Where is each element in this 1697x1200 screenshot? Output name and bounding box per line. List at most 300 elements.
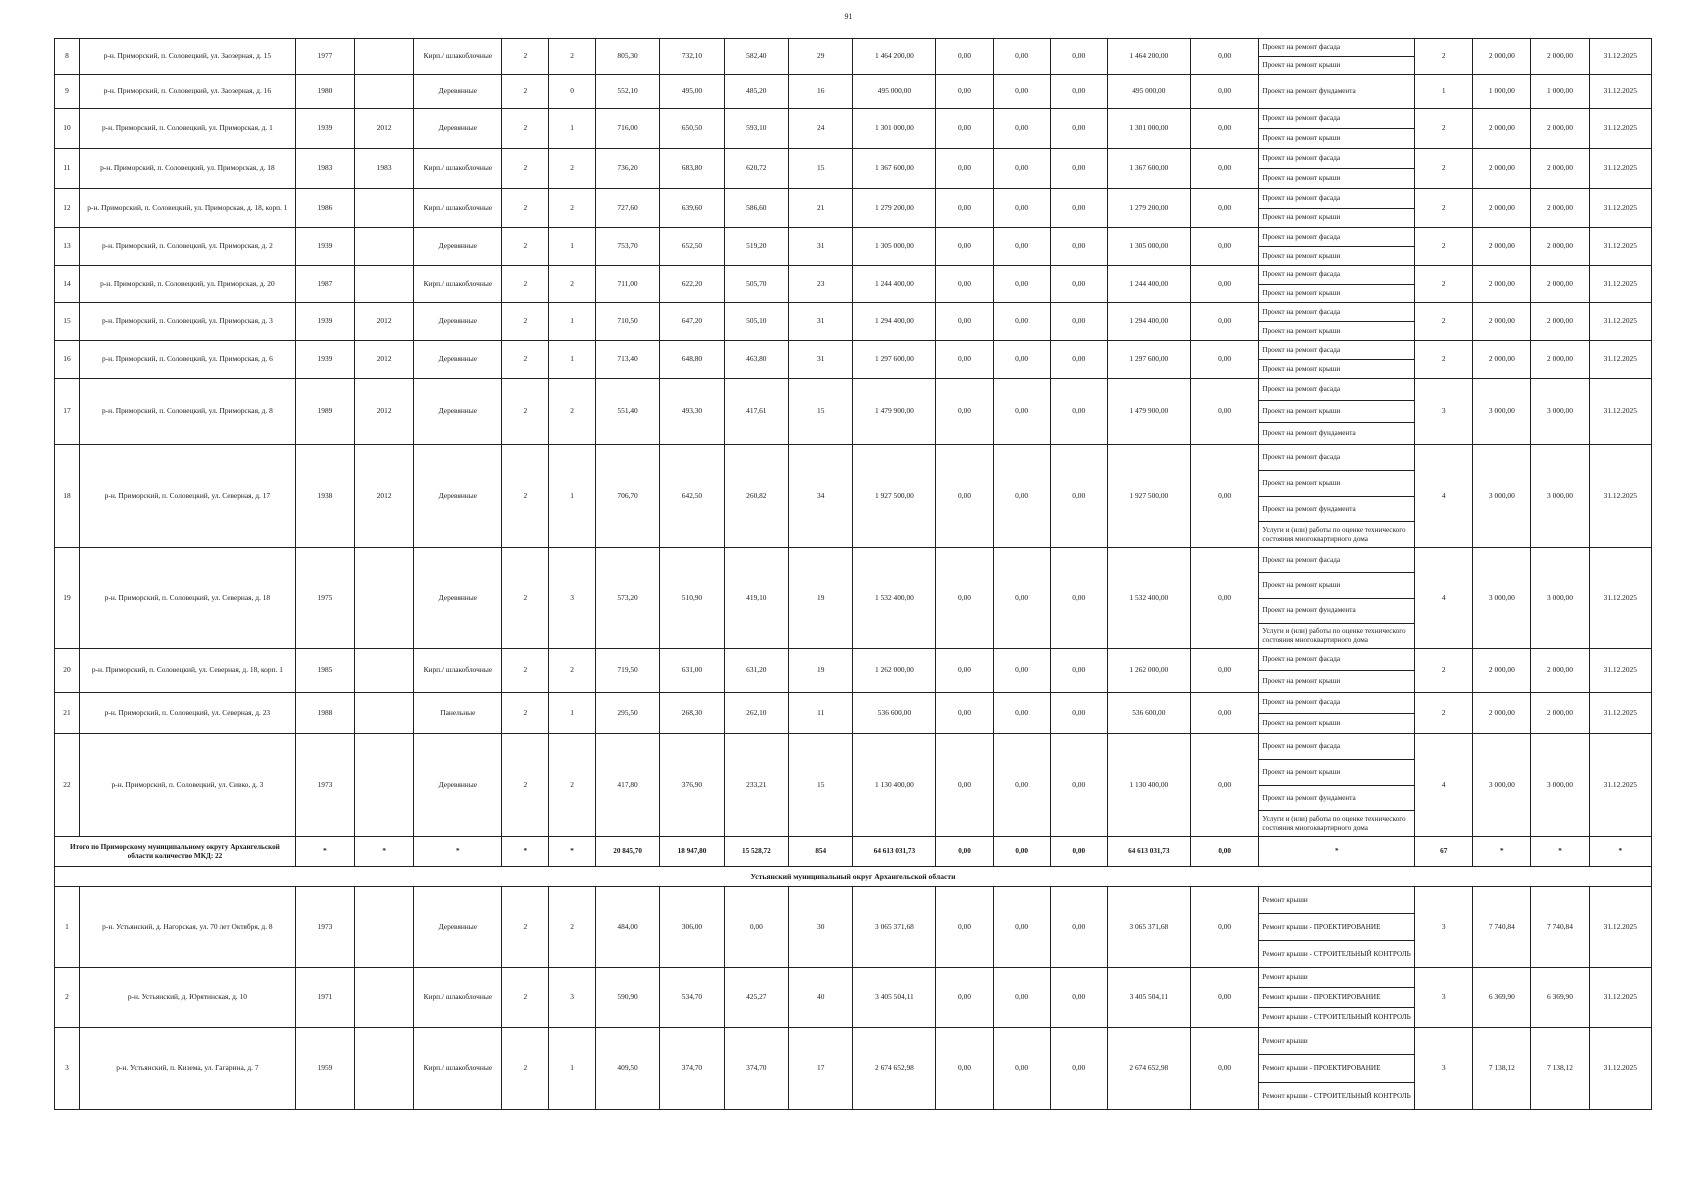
year-reconstructed-cell bbox=[355, 968, 414, 1028]
total-area-total-cell: 20 845,70 bbox=[595, 837, 659, 867]
entrances-cell: 2 bbox=[549, 189, 596, 228]
area-private-cell: 593,10 bbox=[724, 109, 788, 149]
area-private-cell: 631,20 bbox=[724, 649, 788, 693]
year-built-cell: 1939 bbox=[295, 109, 354, 149]
works-cell bbox=[1259, 649, 1415, 693]
owner-funds-cell: 1 367 600,00 bbox=[1107, 149, 1190, 189]
work-item: Ремонт крыши bbox=[1259, 887, 1414, 914]
f2-cell: 0,00 bbox=[993, 109, 1050, 149]
entrances-cell: 2 bbox=[549, 149, 596, 189]
f5-cell: 0,00 bbox=[1190, 968, 1259, 1028]
table-row bbox=[55, 887, 1652, 968]
year-reconstructed-cell bbox=[355, 228, 414, 266]
deadline-cell: 31.12.2025 bbox=[1589, 693, 1651, 734]
works-cell bbox=[1259, 734, 1415, 837]
units-cell: 2 bbox=[1415, 189, 1473, 228]
f3-cell: 0,00 bbox=[1050, 887, 1107, 968]
residents-cell: 15 bbox=[789, 379, 853, 445]
total-units-cell: 67 bbox=[1415, 837, 1473, 867]
table-row bbox=[55, 228, 1652, 266]
area-private-cell: 419,10 bbox=[724, 548, 788, 649]
area-private-cell: 260,82 bbox=[724, 445, 788, 548]
wall-cell: Кирп./ шлакоблочные bbox=[414, 149, 502, 189]
work-item: Проект на ремонт фасада bbox=[1259, 266, 1414, 285]
owner-funds-cell: 1 927 500,00 bbox=[1107, 445, 1190, 548]
owner-funds-cell: 1 305 000,00 bbox=[1107, 228, 1190, 266]
residents-cell: 29 bbox=[789, 39, 853, 75]
f5-cell: 0,00 bbox=[1190, 445, 1259, 548]
residents-cell: 11 bbox=[789, 693, 853, 734]
floors-cell: 2 bbox=[502, 266, 549, 303]
total-deadline-cell: * bbox=[1589, 837, 1651, 867]
owner-funds-cell: 3 405 504,11 bbox=[1107, 968, 1190, 1028]
area-residential-cell: 732,10 bbox=[660, 39, 724, 75]
residents-cell: 19 bbox=[789, 548, 853, 649]
work-item: Проект на ремонт крыши bbox=[1262, 677, 1341, 686]
row-number-cell: 20 bbox=[55, 649, 80, 693]
wall-cell: Деревянные bbox=[414, 887, 502, 968]
work-item: Проект на ремонт фасада bbox=[1259, 39, 1414, 57]
cost-limit-cell: 2 000,00 bbox=[1531, 109, 1589, 149]
table-row bbox=[55, 189, 1652, 228]
row-number-cell: 12 bbox=[55, 189, 80, 228]
floors-cell: 2 bbox=[502, 75, 549, 109]
residents-cell: 15 bbox=[789, 734, 853, 837]
row-number-cell: 1 bbox=[55, 887, 80, 968]
wall-cell: Деревянные bbox=[414, 228, 502, 266]
f5-cell: 0,00 bbox=[1190, 379, 1259, 445]
works-cell bbox=[1259, 303, 1415, 341]
floors-cell: 2 bbox=[502, 341, 549, 379]
f2-cell: 0,00 bbox=[993, 734, 1050, 837]
units-cell: 2 bbox=[1415, 303, 1473, 341]
cost-limit-cell: 7 138,12 bbox=[1531, 1028, 1589, 1110]
table-row bbox=[55, 341, 1652, 379]
units-cell: 4 bbox=[1415, 445, 1473, 548]
cost-per-unit-cell: 2 000,00 bbox=[1473, 109, 1531, 149]
cost-limit-cell: 2 000,00 bbox=[1531, 266, 1589, 303]
area-total-cell: 710,50 bbox=[595, 303, 659, 341]
f1-cell: 0,00 bbox=[936, 189, 993, 228]
f2-cell: 0,00 bbox=[993, 303, 1050, 341]
works-list bbox=[1259, 445, 1414, 547]
address-cell: р-н. Устьянский, п. Кизема, ул. Гагарина, д. 7 bbox=[79, 1028, 295, 1110]
row-number-cell: 21 bbox=[55, 693, 80, 734]
deadline-cell: 31.12.2025 bbox=[1589, 189, 1651, 228]
address-cell: р-н. Приморский, п. Соловецкий, ул. Приморская, д. 18 bbox=[79, 149, 295, 189]
year-built-cell: 1939 bbox=[295, 341, 354, 379]
area-residential-cell: 652,50 bbox=[660, 228, 724, 266]
floors-cell: 2 bbox=[502, 149, 549, 189]
work-item: Проект на ремонт фасада bbox=[1259, 379, 1414, 401]
area-residential-cell: 648,80 bbox=[660, 341, 724, 379]
deadline-cell: 31.12.2025 bbox=[1589, 379, 1651, 445]
owner-funds-cell: 1 262 000,00 bbox=[1107, 649, 1190, 693]
area-residential-cell: 510,90 bbox=[660, 548, 724, 649]
year-reconstructed-cell bbox=[355, 189, 414, 228]
cost-cell: 1 244 400,00 bbox=[853, 266, 936, 303]
f2-cell: 0,00 bbox=[993, 75, 1050, 109]
wall-cell: Деревянные bbox=[414, 379, 502, 445]
address-cell: р-н. Приморский, п. Соловецкий, ул. Северная, д. 17 bbox=[79, 445, 295, 548]
year-built-cell: 1983 bbox=[295, 149, 354, 189]
table-row bbox=[55, 693, 1652, 734]
total-year-reconstructed-cell: * bbox=[355, 837, 414, 867]
entrances-cell: 3 bbox=[549, 548, 596, 649]
floors-cell: 2 bbox=[502, 649, 549, 693]
floors-cell: 2 bbox=[502, 1028, 549, 1110]
area-total-cell: 805,30 bbox=[595, 39, 659, 75]
cost-limit-cell: 2 000,00 bbox=[1531, 189, 1589, 228]
cost-cell: 536 600,00 bbox=[853, 693, 936, 734]
f2-cell: 0,00 bbox=[993, 887, 1050, 968]
residents-cell: 40 bbox=[789, 968, 853, 1028]
cost-limit-cell: 2 000,00 bbox=[1531, 649, 1589, 693]
total-entrances-cell: * bbox=[549, 837, 596, 867]
work-item: Проект на ремонт крыши bbox=[1262, 174, 1341, 183]
work-item: Ремонт крыши - СТРОИТЕЛЬНЫЙ КОНТРОЛЬ bbox=[1262, 1013, 1411, 1022]
f2-cell: 0,00 bbox=[993, 445, 1050, 548]
year-reconstructed-cell: 2012 bbox=[355, 109, 414, 149]
f2-cell: 0,00 bbox=[993, 968, 1050, 1028]
work-item: Проект на ремонт крыши bbox=[1262, 718, 1341, 727]
owner-funds-cell: 1 464 200,00 bbox=[1107, 39, 1190, 75]
year-built-cell: 1977 bbox=[295, 39, 354, 75]
cost-cell: 1 130 400,00 bbox=[853, 734, 936, 837]
total-f1-cell: 0,00 bbox=[936, 837, 993, 867]
work-item: Проект на ремонт фасада bbox=[1259, 649, 1414, 671]
total-f3-cell: 0,00 bbox=[1050, 837, 1107, 867]
floors-cell: 2 bbox=[502, 968, 549, 1028]
address-cell: р-н. Приморский, п. Соловецкий, ул. Приморская, д. 18, корп. 1 bbox=[79, 189, 295, 228]
area-total-cell: 552,10 bbox=[595, 75, 659, 109]
residents-cell: 24 bbox=[789, 109, 853, 149]
area-private-cell: 463,80 bbox=[724, 341, 788, 379]
works-list bbox=[1259, 548, 1414, 648]
wall-cell: Деревянные bbox=[414, 75, 502, 109]
work-item: Услуги и (или) работы по оценке технического состояния многоквартирного дома bbox=[1262, 814, 1406, 832]
owner-funds-cell: 495 000,00 bbox=[1107, 75, 1190, 109]
cost-cell: 1 279 200,00 bbox=[853, 189, 936, 228]
total-f5-cell: 0,00 bbox=[1190, 837, 1259, 867]
f3-cell: 0,00 bbox=[1050, 75, 1107, 109]
row-number-cell: 11 bbox=[55, 149, 80, 189]
table-row bbox=[55, 734, 1652, 837]
total-row bbox=[55, 837, 1652, 867]
f1-cell: 0,00 bbox=[936, 887, 993, 968]
residents-cell: 31 bbox=[789, 341, 853, 379]
work-item: Ремонт крыши - СТРОИТЕЛЬНЫЙ КОНТРОЛЬ bbox=[1262, 1091, 1411, 1100]
row-number-cell: 8 bbox=[55, 39, 80, 75]
year-built-cell: 1975 bbox=[295, 548, 354, 649]
works-cell bbox=[1259, 75, 1415, 109]
residents-cell: 21 bbox=[789, 189, 853, 228]
cost-per-unit-cell: 2 000,00 bbox=[1473, 189, 1531, 228]
work-item: Проект на ремонт фасада bbox=[1259, 149, 1414, 169]
work-item: Проект на ремонт крыши bbox=[1262, 134, 1341, 143]
entrances-cell: 1 bbox=[549, 303, 596, 341]
area-residential-cell: 622,20 bbox=[660, 266, 724, 303]
table-row bbox=[55, 266, 1652, 303]
units-cell: 2 bbox=[1415, 149, 1473, 189]
f5-cell: 0,00 bbox=[1190, 1028, 1259, 1110]
owner-funds-cell: 1 479 900,00 bbox=[1107, 379, 1190, 445]
work-item: Проект на ремонт фундамента bbox=[1259, 497, 1414, 523]
work-item: Проект на ремонт фасада bbox=[1259, 189, 1414, 209]
area-total-cell: 590,90 bbox=[595, 968, 659, 1028]
cost-cell: 1 294 400,00 bbox=[853, 303, 936, 341]
area-residential-cell: 650,50 bbox=[660, 109, 724, 149]
entrances-cell: 1 bbox=[549, 445, 596, 548]
total-cost-limit-cell: * bbox=[1531, 837, 1589, 867]
f2-cell: 0,00 bbox=[993, 39, 1050, 75]
units-cell: 2 bbox=[1415, 266, 1473, 303]
works-cell bbox=[1259, 266, 1415, 303]
entrances-cell: 0 bbox=[549, 75, 596, 109]
row-number-cell: 16 bbox=[55, 341, 80, 379]
f3-cell: 0,00 bbox=[1050, 266, 1107, 303]
area-private-cell: 586,60 bbox=[724, 189, 788, 228]
floors-cell: 2 bbox=[502, 228, 549, 266]
f1-cell: 0,00 bbox=[936, 266, 993, 303]
floors-cell: 2 bbox=[502, 189, 549, 228]
owner-funds-cell: 2 674 652,98 bbox=[1107, 1028, 1190, 1110]
works-list bbox=[1259, 109, 1414, 148]
table-row bbox=[55, 75, 1652, 109]
capital-repair-register-table bbox=[54, 38, 1652, 1110]
deadline-cell: 31.12.2025 bbox=[1589, 228, 1651, 266]
area-private-cell: 505,10 bbox=[724, 303, 788, 341]
wall-cell: Деревянные bbox=[414, 445, 502, 548]
deadline-cell: 31.12.2025 bbox=[1589, 341, 1651, 379]
area-private-cell: 417,61 bbox=[724, 379, 788, 445]
address-cell: р-н. Приморский, п. Соловецкий, ул. Приморская, д. 1 bbox=[79, 109, 295, 149]
f3-cell: 0,00 bbox=[1050, 968, 1107, 1028]
cost-cell: 1 262 000,00 bbox=[853, 649, 936, 693]
works-list bbox=[1259, 228, 1414, 265]
owner-funds-cell: 1 294 400,00 bbox=[1107, 303, 1190, 341]
f5-cell: 0,00 bbox=[1190, 548, 1259, 649]
works-list bbox=[1259, 303, 1414, 340]
year-reconstructed-cell: 1983 bbox=[355, 149, 414, 189]
area-residential-cell: 639,60 bbox=[660, 189, 724, 228]
area-residential-cell: 647,20 bbox=[660, 303, 724, 341]
year-reconstructed-cell: 2012 bbox=[355, 341, 414, 379]
residents-cell: 34 bbox=[789, 445, 853, 548]
units-cell: 3 bbox=[1415, 379, 1473, 445]
wall-cell: Кирп./ шлакоблочные bbox=[414, 266, 502, 303]
year-built-cell: 1973 bbox=[295, 734, 354, 837]
cost-cell: 3 065 371,68 bbox=[853, 887, 936, 968]
address-cell: р-н. Приморский, п. Соловецкий, ул. Заозерная, д. 16 bbox=[79, 75, 295, 109]
floors-cell: 2 bbox=[502, 303, 549, 341]
deadline-cell: 31.12.2025 bbox=[1589, 445, 1651, 548]
work-item: Проект на ремонт фасада bbox=[1259, 734, 1414, 760]
area-private-cell: 0,00 bbox=[724, 887, 788, 968]
f1-cell: 0,00 bbox=[936, 303, 993, 341]
f1-cell: 0,00 bbox=[936, 445, 993, 548]
f3-cell: 0,00 bbox=[1050, 649, 1107, 693]
cost-cell: 1 479 900,00 bbox=[853, 379, 936, 445]
area-total-cell: 711,00 bbox=[595, 266, 659, 303]
cost-per-unit-cell: 2 000,00 bbox=[1473, 649, 1531, 693]
floors-cell: 2 bbox=[502, 693, 549, 734]
address-cell: р-н. Приморский, п. Соловецкий, ул. Северная, д. 18 bbox=[79, 548, 295, 649]
year-built-cell: 1971 bbox=[295, 968, 354, 1028]
works-list bbox=[1259, 649, 1414, 692]
f3-cell: 0,00 bbox=[1050, 303, 1107, 341]
wall-cell: Деревянные bbox=[414, 548, 502, 649]
area-total-cell: 753,70 bbox=[595, 228, 659, 266]
cost-limit-cell: 2 000,00 bbox=[1531, 341, 1589, 379]
works-list bbox=[1259, 693, 1414, 733]
wall-cell: Кирп./ шлакоблочные bbox=[414, 649, 502, 693]
f1-cell: 0,00 bbox=[936, 649, 993, 693]
floors-cell: 2 bbox=[502, 39, 549, 75]
units-cell: 3 bbox=[1415, 887, 1473, 968]
table-row bbox=[55, 149, 1652, 189]
f2-cell: 0,00 bbox=[993, 649, 1050, 693]
cost-cell: 1 464 200,00 bbox=[853, 39, 936, 75]
area-private-cell: 233,21 bbox=[724, 734, 788, 837]
f2-cell: 0,00 bbox=[993, 228, 1050, 266]
units-cell: 2 bbox=[1415, 39, 1473, 75]
address-cell: р-н. Приморский, п. Соловецкий, ул. Приморская, д. 20 bbox=[79, 266, 295, 303]
f1-cell: 0,00 bbox=[936, 548, 993, 649]
cost-per-unit-cell: 3 000,00 bbox=[1473, 548, 1531, 649]
f5-cell: 0,00 bbox=[1190, 189, 1259, 228]
units-cell: 4 bbox=[1415, 734, 1473, 837]
row-number-cell: 10 bbox=[55, 109, 80, 149]
deadline-cell: 31.12.2025 bbox=[1589, 39, 1651, 75]
f2-cell: 0,00 bbox=[993, 149, 1050, 189]
entrances-cell: 2 bbox=[549, 649, 596, 693]
units-cell: 2 bbox=[1415, 693, 1473, 734]
work-item: Ремонт крыши - СТРОИТЕЛЬНЫЙ КОНТРОЛЬ bbox=[1262, 949, 1411, 958]
owner-funds-cell: 536 600,00 bbox=[1107, 693, 1190, 734]
cost-per-unit-cell: 2 000,00 bbox=[1473, 228, 1531, 266]
cost-limit-cell: 2 000,00 bbox=[1531, 228, 1589, 266]
cost-per-unit-cell: 7 138,12 bbox=[1473, 1028, 1531, 1110]
address-cell: р-н. Приморский, п. Соловецкий, ул. Приморская, д. 6 bbox=[79, 341, 295, 379]
table-row bbox=[55, 968, 1652, 1028]
address-cell: р-н. Приморский, п. Соловецкий, ул. Северная, д. 23 bbox=[79, 693, 295, 734]
year-reconstructed-cell: 2012 bbox=[355, 445, 414, 548]
work-item: Проект на ремонт крыши bbox=[1262, 288, 1341, 297]
f2-cell: 0,00 bbox=[993, 341, 1050, 379]
work-item: Проект на ремонт фундамента bbox=[1259, 786, 1414, 812]
works-cell bbox=[1259, 445, 1415, 548]
work-item: Ремонт крыши bbox=[1259, 968, 1414, 988]
residents-cell: 17 bbox=[789, 1028, 853, 1110]
works-cell bbox=[1259, 968, 1415, 1028]
f1-cell: 0,00 bbox=[936, 75, 993, 109]
area-private-cell: 505,70 bbox=[724, 266, 788, 303]
works-cell bbox=[1259, 228, 1415, 266]
wall-cell: Кирп./ шлакоблочные bbox=[414, 39, 502, 75]
work-item: Проект на ремонт крыши bbox=[1259, 573, 1414, 598]
wall-cell: Деревянные bbox=[414, 341, 502, 379]
cost-cell: 1 297 600,00 bbox=[853, 341, 936, 379]
total-residents-cell: 854 bbox=[789, 837, 853, 867]
year-reconstructed-cell bbox=[355, 734, 414, 837]
row-number-cell: 3 bbox=[55, 1028, 80, 1110]
year-reconstructed-cell bbox=[355, 649, 414, 693]
wall-cell: Кирп./ шлакоблочные bbox=[414, 189, 502, 228]
work-item: Проект на ремонт фасада bbox=[1259, 109, 1414, 129]
cost-limit-cell: 2 000,00 bbox=[1531, 303, 1589, 341]
table-row bbox=[55, 649, 1652, 693]
section-header-row bbox=[55, 867, 1652, 887]
deadline-cell: 31.12.2025 bbox=[1589, 1028, 1651, 1110]
cost-per-unit-cell: 3 000,00 bbox=[1473, 734, 1531, 837]
work-item: Проект на ремонт крыши bbox=[1262, 213, 1341, 222]
f3-cell: 0,00 bbox=[1050, 228, 1107, 266]
area-total-cell: 409,50 bbox=[595, 1028, 659, 1110]
area-total-cell: 706,70 bbox=[595, 445, 659, 548]
cost-per-unit-cell: 2 000,00 bbox=[1473, 266, 1531, 303]
entrances-cell: 1 bbox=[549, 228, 596, 266]
cost-cell: 1 367 600,00 bbox=[853, 149, 936, 189]
year-reconstructed-cell: 2012 bbox=[355, 303, 414, 341]
work-item: Ремонт крыши - ПРОЕКТИРОВАНИЕ bbox=[1259, 914, 1414, 941]
row-number-cell: 15 bbox=[55, 303, 80, 341]
f1-cell: 0,00 bbox=[936, 228, 993, 266]
year-reconstructed-cell bbox=[355, 693, 414, 734]
floors-cell: 2 bbox=[502, 109, 549, 149]
f5-cell: 0,00 bbox=[1190, 75, 1259, 109]
work-item: Ремонт крыши - ПРОЕКТИРОВАНИЕ bbox=[1259, 988, 1414, 1008]
works-cell bbox=[1259, 693, 1415, 734]
work-item: Проект на ремонт фасада bbox=[1259, 445, 1414, 471]
f5-cell: 0,00 bbox=[1190, 228, 1259, 266]
cost-limit-cell: 3 000,00 bbox=[1531, 734, 1589, 837]
total-area-residential-cell: 18 947,80 bbox=[660, 837, 724, 867]
table-row bbox=[55, 1028, 1652, 1110]
residents-cell: 31 bbox=[789, 303, 853, 341]
works-list bbox=[1259, 75, 1414, 108]
table-row bbox=[55, 109, 1652, 149]
cost-per-unit-cell: 7 740,84 bbox=[1473, 887, 1531, 968]
cost-per-unit-cell: 3 000,00 bbox=[1473, 445, 1531, 548]
f5-cell: 0,00 bbox=[1190, 649, 1259, 693]
page-number: 91 bbox=[844, 12, 853, 21]
work-item: Проект на ремонт крыши bbox=[1259, 760, 1414, 786]
entrances-cell: 3 bbox=[549, 968, 596, 1028]
cost-limit-cell: 2 000,00 bbox=[1531, 39, 1589, 75]
table-row bbox=[55, 39, 1652, 75]
owner-funds-cell: 1 244 400,00 bbox=[1107, 266, 1190, 303]
cost-per-unit-cell: 6 369,90 bbox=[1473, 968, 1531, 1028]
f3-cell: 0,00 bbox=[1050, 39, 1107, 75]
cost-limit-cell: 2 000,00 bbox=[1531, 149, 1589, 189]
work-item: Проект на ремонт фундамента bbox=[1262, 429, 1356, 438]
f5-cell: 0,00 bbox=[1190, 734, 1259, 837]
owner-funds-cell: 3 065 371,68 bbox=[1107, 887, 1190, 968]
works-list bbox=[1259, 341, 1414, 378]
residents-cell: 19 bbox=[789, 649, 853, 693]
year-reconstructed-cell: 2012 bbox=[355, 379, 414, 445]
year-built-cell: 1939 bbox=[295, 228, 354, 266]
entrances-cell: 2 bbox=[549, 734, 596, 837]
deadline-cell: 31.12.2025 bbox=[1589, 548, 1651, 649]
work-item: Ремонт крыши - ПРОЕКТИРОВАНИЕ bbox=[1259, 1055, 1414, 1082]
cost-per-unit-cell: 2 000,00 bbox=[1473, 341, 1531, 379]
total-works-cell: * bbox=[1259, 837, 1415, 867]
area-private-cell: 519,20 bbox=[724, 228, 788, 266]
f3-cell: 0,00 bbox=[1050, 341, 1107, 379]
f3-cell: 0,00 bbox=[1050, 734, 1107, 837]
